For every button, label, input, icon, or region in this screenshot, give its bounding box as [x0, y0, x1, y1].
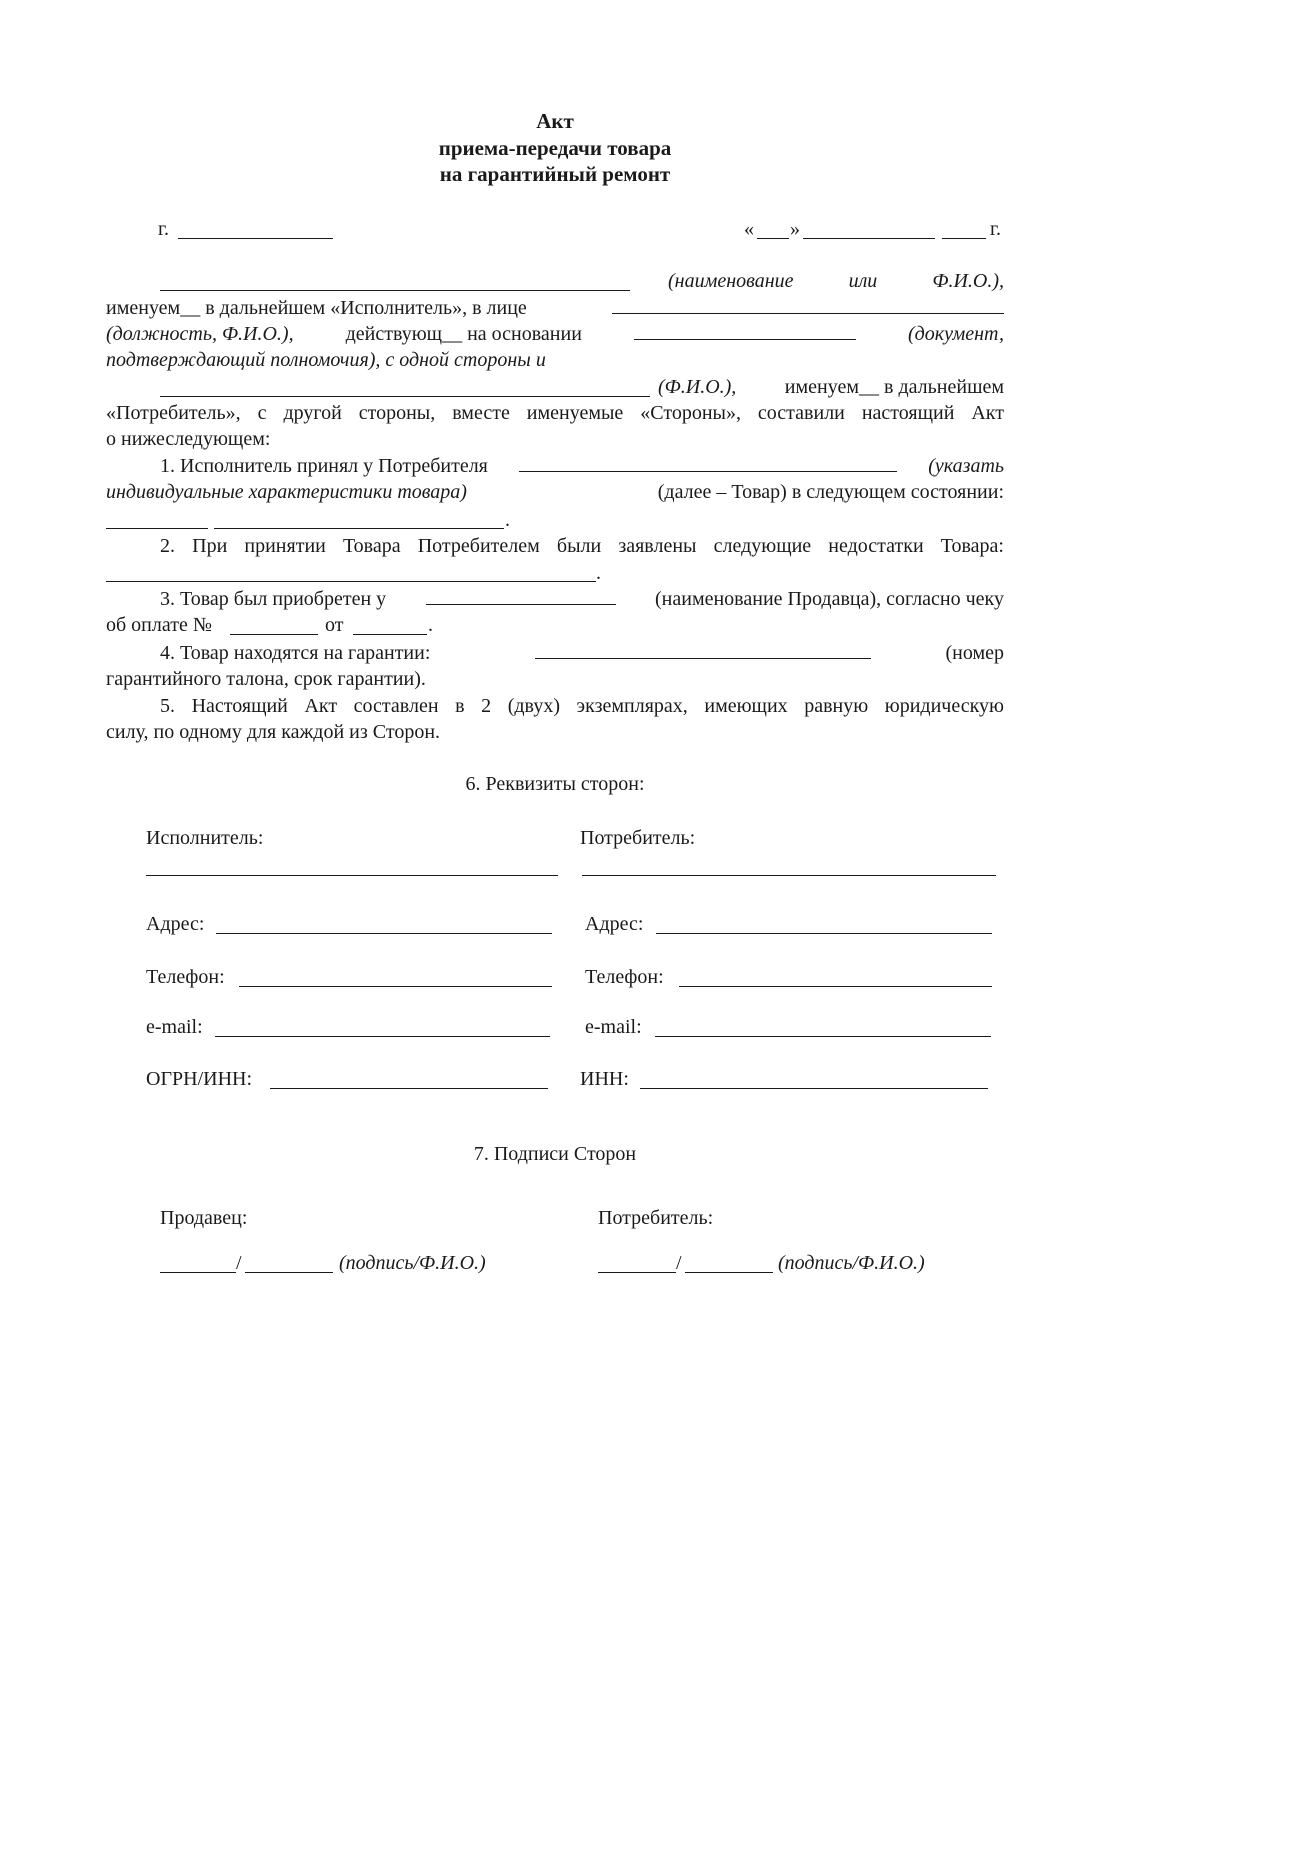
item-4-line-1: [106, 640, 1004, 666]
body-line-4: [106, 347, 1004, 373]
consumer-fio-hint: (Ф.И.О.),: [658, 376, 737, 398]
seller-signature-blank[interactable]: [160, 1272, 236, 1273]
executor-address-field[interactable]: [216, 933, 552, 934]
goods-hint: (указать: [928, 455, 1004, 477]
position-hint: (должность, Ф.И.О.),: [106, 323, 294, 345]
item-5-line-2: силу, по одному для каждой из Сторон.: [106, 721, 441, 743]
document-title: Акт: [536, 109, 574, 133]
executor-label: Исполнитель:: [146, 827, 264, 849]
receipt-date-label: от: [325, 614, 344, 636]
signatures-heading: 7. Подписи Сторон: [473, 1143, 637, 1165]
body-line-6: «Потребитель», с другой стороны, вместе именуемые «Стороны», составили настоящий Акт: [106, 402, 1004, 424]
consumer-signature-hint: (подпись/Ф.И.О.): [778, 1252, 925, 1274]
seller-signature-hint: (подпись/Ф.И.О.): [339, 1252, 486, 1274]
city-prefix: г.: [158, 218, 169, 240]
receipt-period: .: [428, 614, 433, 636]
document-hint: (документ,: [907, 323, 1004, 345]
goods-blank[interactable]: [519, 453, 897, 472]
date-quote-open: «: [744, 218, 754, 240]
seller-signature-label: Продавец:: [160, 1207, 248, 1229]
consumer-fio-blank[interactable]: [685, 1272, 773, 1273]
consumer-address-field[interactable]: [656, 933, 992, 934]
document-subtitle: приема-передачи товара: [438, 136, 672, 160]
consumer-ids-field[interactable]: [640, 1088, 988, 1089]
acting-basis-text: действующ__ на основании: [345, 323, 582, 345]
receipt-number-label: об оплате №: [106, 614, 212, 636]
consumer-label: Потребитель:: [580, 827, 696, 849]
executor-name-field[interactable]: [146, 875, 558, 876]
year-suffix: г.: [990, 218, 1001, 240]
warranty-hint-line-2: гарантийного талона, срок гарантии).: [106, 668, 426, 690]
consumer-name-blank[interactable]: [160, 396, 650, 397]
warranty-blank[interactable]: [535, 640, 871, 659]
executor-ids-label: ОГРН/ИНН:: [146, 1068, 253, 1090]
consumer-signature-blank[interactable]: [598, 1272, 676, 1273]
basis-document-blank[interactable]: [634, 321, 856, 340]
seller-fio-blank[interactable]: [245, 1272, 333, 1273]
body-line-7: о нижеследующем:: [106, 428, 271, 450]
item-3-line-1: [106, 586, 1004, 612]
defects-blank[interactable]: [106, 581, 596, 582]
condition-blank-1[interactable]: [106, 528, 208, 529]
authority-text: подтверждающий полномочия), с одной стороны и: [106, 349, 546, 371]
condition-blank-2[interactable]: [214, 528, 504, 529]
executor-address-label: Адрес:: [146, 913, 205, 935]
executor-representative-blank[interactable]: [612, 295, 1004, 314]
executor-email-field[interactable]: [215, 1036, 550, 1037]
item-2-text: 2. При принятии Товара Потребителем были заявлены следующие недостатки Товара:: [160, 535, 1004, 557]
item-5-text: 5. Настоящий Акт составлен в 2 (двух) экземплярах, имеющих равную юридическую: [160, 695, 1004, 717]
consumer-address-label: Адрес:: [585, 913, 644, 935]
executor-phone-label: Телефон:: [146, 966, 225, 988]
seller-signature-slash: /: [236, 1252, 242, 1274]
goods-condition-text: (далее – Товар) в следующем состоянии:: [657, 481, 1004, 503]
day-blank[interactable]: [757, 238, 789, 239]
body-line-2: [106, 295, 1004, 321]
defects-period: .: [596, 562, 601, 584]
executor-email-label: e-mail:: [146, 1016, 203, 1038]
consumer-named-text: именуем__ в дальнейшем: [784, 376, 1004, 398]
consumer-phone-field[interactable]: [679, 986, 992, 987]
consumer-email-label: e-mail:: [585, 1016, 642, 1038]
item-1-line-2: [106, 479, 1004, 505]
receipt-date-blank[interactable]: [353, 634, 427, 635]
body-line-5: [658, 374, 1004, 400]
city-blank[interactable]: [178, 238, 333, 239]
year-blank[interactable]: [942, 238, 986, 239]
body-line-3: [106, 321, 1004, 347]
consumer-ids-label: ИНН:: [580, 1068, 629, 1090]
executor-name-blank[interactable]: [160, 290, 630, 291]
month-blank[interactable]: [803, 238, 935, 239]
executor-ids-field[interactable]: [270, 1088, 548, 1089]
date-quote-close: »: [790, 218, 800, 240]
receipt-number-blank[interactable]: [230, 634, 318, 635]
seller-blank[interactable]: [426, 586, 616, 605]
consumer-signature-slash: /: [676, 1252, 682, 1274]
consumer-phone-label: Телефон:: [585, 966, 664, 988]
condition-period: .: [505, 509, 510, 531]
consumer-name-field[interactable]: [582, 875, 996, 876]
item-1-text: 1. Исполнитель принял у Потребителя: [160, 455, 488, 477]
executor-phone-field[interactable]: [239, 986, 552, 987]
warranty-hint: (номер: [945, 642, 1004, 664]
executor-named-text: именуем__ в дальнейшем «Исполнитель», в лице: [106, 297, 527, 319]
goods-characteristics-hint: индивидуальные характеристики товара): [106, 481, 467, 503]
seller-hint: (наименование Продавца), согласно чеку: [655, 588, 1004, 610]
item-1-line-1: [106, 453, 1004, 479]
document-subtitle-2: на гарантийный ремонт: [439, 162, 671, 186]
consumer-signature-label: Потребитель:: [598, 1207, 714, 1229]
item-4-text: 4. Товар находятся на гарантии:: [160, 642, 431, 664]
requisites-heading: 6. Реквизиты сторон:: [465, 773, 645, 795]
executor-name-hint: (наименование или Ф.И.О.),: [668, 270, 1004, 292]
consumer-email-field[interactable]: [655, 1036, 991, 1037]
item-3-text: 3. Товар был приобретен у: [160, 588, 387, 610]
